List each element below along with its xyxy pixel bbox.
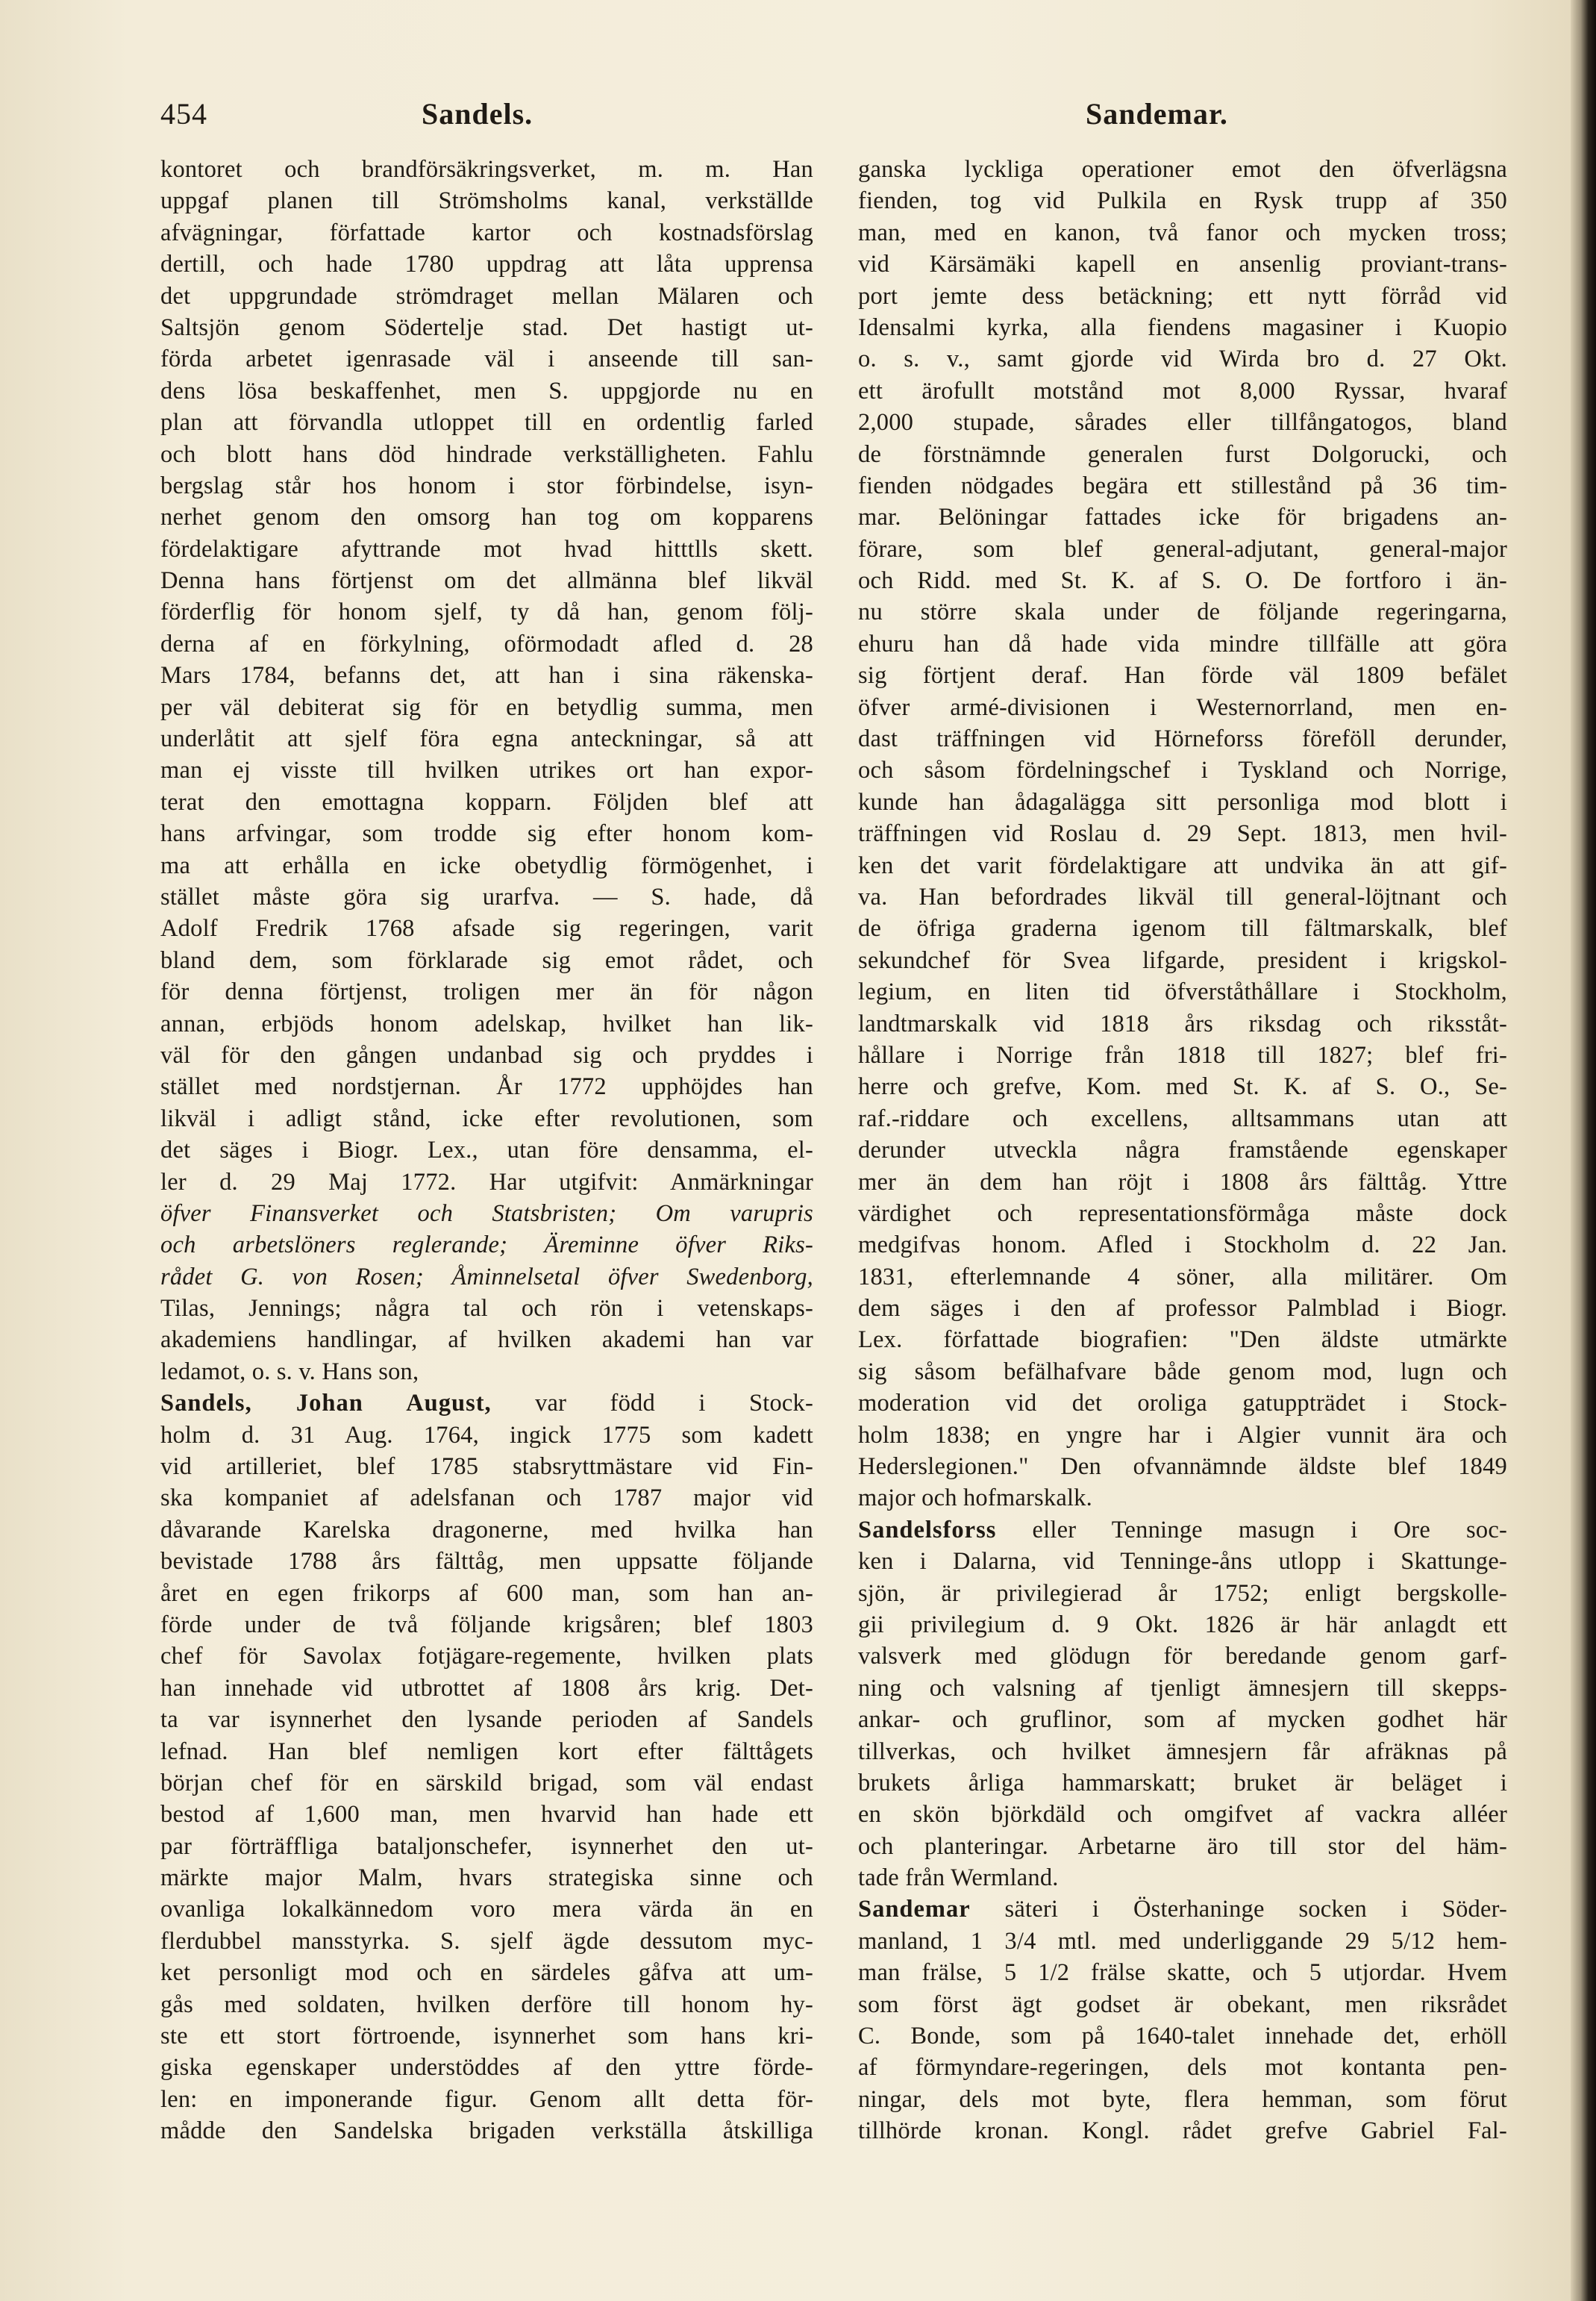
- text-line: fördelaktigare afyttrande mot hvad hitttlls skett.: [160, 535, 813, 563]
- text-line: moderation vid det oroliga gatuppträdet i Stock-: [858, 1390, 1507, 1417]
- text-line: sjön, är privilegierad år 1752; enligt bergskolle-: [858, 1579, 1507, 1607]
- text-line: ket personligt mod och en särdeles gåfva att um-: [160, 1959, 813, 1987]
- text-line: derunder utveckla några framstående egenskaper: [858, 1137, 1507, 1164]
- text-line: sig förtjent deraf. Han förde väl 1809 befälet: [858, 662, 1507, 690]
- text-line: major och hofmarskalk.: [858, 1484, 1092, 1512]
- text-line: det uppgrundade strömdraget mellan Mälaren och: [160, 282, 813, 310]
- text-line: bergslag står hos honom i stor förbindelse, isyn-: [160, 472, 813, 499]
- right-text-column: [858, 154, 1507, 2147]
- text-line: legium, en liten tid öfverståthållare i Stockholm,: [858, 978, 1507, 1006]
- text-line: manland, 1 3/4 mtl. med underliggande 29 5/12 hem-: [858, 1927, 1507, 1955]
- text-line: [160, 1387, 813, 1419]
- text-line: träffningen vid Roslau d. 29 Sept. 1813, men hvil-: [858, 820, 1507, 848]
- text-line: sig såsom befälhafvare både genom mod, lugn och: [858, 1358, 1507, 1385]
- text-line: de öfriga graderna igenom till fältmarskalk, blef: [858, 915, 1507, 943]
- text-line: medgifvas honom. Afled i Stockholm d. 22 Jan.: [858, 1231, 1507, 1259]
- text-line: ning och valsning af tjenligt ämnesjern till skepps-: [858, 1674, 1507, 1702]
- right-running-head: Sandemar.: [1086, 97, 1228, 131]
- text-line: par förträffliga bataljonschefer, isynnerhet den ut-: [160, 1832, 813, 1860]
- text-line: 1831, efterlemnande 4 söner, alla militärer. Om: [858, 1263, 1507, 1290]
- text-line: Mars 1784, befanns det, att han i sina räkenska-: [160, 662, 813, 690]
- text-line: för denna förtjenst, troligen mer än för någon: [160, 978, 813, 1006]
- text-line: och Ridd. med St. K. af S. O. De fortforo i än-: [858, 567, 1507, 595]
- text-line: [858, 1514, 1507, 1546]
- text-line: holm d. 31 Aug. 1764, ingick 1775 som kadett: [160, 1421, 813, 1449]
- text-line: stället med nordstjernan. År 1772 upphöjdes han: [160, 1073, 813, 1101]
- text-line: vid artilleriet, blef 1785 stabsryttmästare vid Fin-: [160, 1453, 813, 1481]
- text-line: nerhet genom den omsorg han tog om kopparens: [160, 504, 813, 531]
- text-line: nu större skala under de följande regeringarna,: [858, 599, 1507, 626]
- text-line: uppgaf planen till Strömsholms kanal, verkställde: [160, 187, 813, 215]
- text-line: Denna hans förtjenst om det allmänna blef likväl: [160, 567, 813, 595]
- text-line: en skön björkdäld och omgifvet af vackra alléer: [858, 1801, 1507, 1829]
- text-line: ska kompaniet af adelsfanan och 1787 major vid: [160, 1484, 813, 1512]
- text-line: len: en imponerande figur. Genom allt detta för-: [160, 2085, 813, 2113]
- text-line: bland dem, som förklarade sig emot rådet, och: [160, 946, 813, 974]
- headword: Sandels, Johan August,: [160, 1390, 492, 1417]
- text-line: per väl debiterat sig för en betydlig summa, men: [160, 693, 813, 721]
- left-running-head: Sandels.: [422, 97, 533, 131]
- text-line: rådet G. von Rosen; Åminnelsetal öfver Swedenborg,: [160, 1263, 813, 1290]
- text-line: mar. Belöningar fattades icke för brigadens an-: [858, 504, 1507, 531]
- text-line: stället måste göra sig urarfva. — S. hade, då: [160, 883, 813, 911]
- text-line: bevistade 1788 års fälttåg, men uppsatte följande: [160, 1548, 813, 1576]
- text-line: dem säges i den af professor Palmblad i Biogr.: [858, 1295, 1507, 1323]
- text-line: kontoret och brandförsäkringsverket, m. m. Han: [160, 156, 813, 183]
- text-run: var född i Stock-: [491, 1390, 813, 1417]
- text-line: man, med en kanon, två fanor och mycken tross;: [858, 219, 1507, 246]
- text-line: året en egen frikorps af 600 man, som han an-: [160, 1579, 813, 1607]
- text-line: ma att erhålla en icke obetydlig förmögenhet, i: [160, 852, 813, 879]
- text-line: tillhörde kronan. Kongl. rådet grefve Gabriel Fal-: [858, 2117, 1507, 2145]
- text-line: likväl i adligt stånd, icke efter revolutionen, som: [160, 1105, 813, 1132]
- text-line: hållare i Norrige från 1818 till 1827; blef fri-: [858, 1041, 1507, 1069]
- text-line: förde under de två följande krigsåren; blef 1803: [160, 1611, 813, 1638]
- text-line: han innehade vid utbrottet af 1808 års krig. Det-: [160, 1674, 813, 1702]
- text-line: märkte major Malm, hvars strategiska sinne och: [160, 1864, 813, 1892]
- text-line: kunde han ådagalägga sitt personliga mod blott i: [858, 788, 1507, 816]
- page-number: 454: [160, 97, 207, 131]
- text-line: ken det varit fördelaktigare att undvika än att gif-: [858, 852, 1507, 879]
- text-line: landtmarskalk vid 1818 års riksdag och riksståt-: [858, 1010, 1507, 1037]
- text-line: gii privilegium d. 9 Okt. 1826 är här anlagdt ett: [858, 1611, 1507, 1638]
- text-line: ledamot, o. s. v. Hans son,: [160, 1358, 419, 1385]
- text-line: tillverkas, och hvilket ämnesjern får afräknas på: [858, 1738, 1507, 1765]
- text-line: flerdubbel mansstyrka. S. sjelf ägde dessutom myc-: [160, 1927, 813, 1955]
- text-line: öfver Finansverket och Statsbristen; Om varupris: [160, 1199, 813, 1227]
- text-line: och arbetslöners reglerande; Äreminne öfver Riks-: [160, 1231, 813, 1259]
- text-line: va. Han befordrades likväl till general-löjtnant och: [858, 883, 1507, 911]
- text-line: och såsom fördelningschef i Tyskland och Norrige,: [858, 757, 1507, 784]
- text-line: underlåtit att sjelf föra egna anteckningar, så att: [160, 725, 813, 753]
- text-run: eller Tenninge masugn i Ore soc-: [996, 1516, 1507, 1543]
- text-line: valsverk med glödugn för beredande genom garf-: [858, 1643, 1507, 1670]
- text-line: man ej visste till hvilken utrikes ort han expor-: [160, 757, 813, 784]
- text-line: mer än dem han röjt i 1808 års fälttåg. Yttre: [858, 1168, 1507, 1196]
- text-line: sekundchef för Svea lifgarde, president i krigskol-: [858, 946, 1507, 974]
- text-line: dens lösa beskaffenhet, men S. uppgjorde nu en: [160, 377, 813, 405]
- text-line: dertill, och hade 1780 uppdrag att låta upprensa: [160, 251, 813, 278]
- text-line: dast träffningen vid Hörneforss föreföll derunder,: [858, 725, 1507, 753]
- text-line: herre och grefve, Kom. med St. K. af S. O., Se-: [858, 1073, 1507, 1101]
- text-line: och blott hans död hindrade verkställigheten. Fahlu: [160, 440, 813, 468]
- text-line: brukets årliga hammarskatt; bruket är beläget i: [858, 1769, 1507, 1796]
- text-line: ehuru han då hade vida mindre tillfälle att göra: [858, 630, 1507, 658]
- text-line: Saltsjön genom Södertelje stad. Det hastigt ut-: [160, 313, 813, 341]
- text-line: C. Bonde, som på 1640-talet innehade det, erhöll: [858, 2023, 1507, 2050]
- text-line: Adolf Fredrik 1768 afsade sig regeringen, varit: [160, 915, 813, 943]
- text-line: gås med soldaten, hvilken derföre till honom hy-: [160, 1991, 813, 2018]
- text-line: värdighet och representationsförmåga måste dock: [858, 1199, 1507, 1227]
- text-line: 2,000 stupade, sårades eller tillfångatogos, bland: [858, 409, 1507, 437]
- text-line: fienden, tog vid Pulkila en Rysk trupp af 350: [858, 187, 1507, 215]
- text-line: öfver armé-divisionen i Westernorrland, men en-: [858, 693, 1507, 721]
- text-line: Tilas, Jennings; några tal och rön i vetenskaps-: [160, 1295, 813, 1323]
- text-line: Idensalmi kyrka, alla fiendens magasiner i Kuopio: [858, 313, 1507, 341]
- text-line: terat den emottagna kopparn. Följden blef att: [160, 788, 813, 816]
- text-line: akademiens handlingar, af hvilken akademi han var: [160, 1326, 813, 1354]
- text-line: förderflig för honom sjelf, ty då han, genom följ-: [160, 599, 813, 626]
- text-line: ningar, dels mot byte, flera hemman, som förut: [858, 2085, 1507, 2113]
- text-line: raf.-riddare och excellens, alltsammans utan att: [858, 1105, 1507, 1132]
- text-line: ganska lyckliga operationer emot den öfverlägsna: [858, 156, 1507, 183]
- text-line: plan att förvandla utloppet till en ordentlig farled: [160, 409, 813, 437]
- text-line: tade från Wermland.: [858, 1864, 1059, 1892]
- text-line: bestod af 1,600 man, men hvarvid han hade ett: [160, 1801, 813, 1829]
- text-line: Lex. författade biografien: "Den äldste utmärkte: [858, 1326, 1507, 1354]
- text-line: det säges i Biogr. Lex., utan före densamma, el-: [160, 1137, 813, 1164]
- text-line: o. s. v., samt gjorde vid Wirda bro d. 27 Okt.: [858, 346, 1507, 373]
- text-line: de förstnämnde generalen furst Dolgorucki, och: [858, 440, 1507, 468]
- left-text-column: [160, 154, 813, 2147]
- text-line: förda arbetet igenrasade väl i anseende till san-: [160, 346, 813, 373]
- text-line: ler d. 29 Maj 1772. Har utgifvit: Anmärkningar: [160, 1168, 813, 1196]
- text-line: ankar- och gruflinor, som af mycken godhet här: [858, 1706, 1507, 1734]
- text-line: ste ett stort förtroende, isynnerhet som hans kri-: [160, 2023, 813, 2050]
- text-line: hans arfvingar, som trodde sig efter honom kom-: [160, 820, 813, 848]
- headword: Sandelsforss: [858, 1516, 997, 1543]
- text-line: man frälse, 5 1/2 frälse skatte, och 5 utjordar. Hvem: [858, 1959, 1507, 1987]
- headword: Sandemar: [858, 1896, 971, 1923]
- text-line: fienden nödgades begära ett stillestånd på 36 tim-: [858, 472, 1507, 499]
- text-line: [858, 1893, 1507, 1925]
- text-line: ta var isynnerhet den lysande perioden af Sandels: [160, 1706, 813, 1734]
- text-line: af förmyndare-regeringen, dels mot kontanta pen-: [858, 2054, 1507, 2082]
- running-header: [160, 96, 1287, 140]
- text-line: ett ärofullt motstånd mot 8,000 Ryssar, hvaraf: [858, 377, 1507, 405]
- text-line: början chef för en särskild brigad, som väl endast: [160, 1769, 813, 1796]
- text-line: vid Kärsämäki kapell en ansenlig proviant-trans-: [858, 251, 1507, 278]
- text-line: och planteringar. Arbetarne äro till stor del häm-: [858, 1832, 1507, 1860]
- text-line: Hederslegionen." Den ofvannämnde äldste blef 1849: [858, 1453, 1507, 1481]
- text-line: lefnad. Han blef nemligen kort efter fälttågets: [160, 1738, 813, 1765]
- text-line: derna af en förkylning, oförmodadt afled d. 28: [160, 630, 813, 658]
- text-line: mådde den Sandelska brigaden verkställa åtskilliga: [160, 2117, 813, 2145]
- text-line: dåvarande Karelska dragonerne, med hvilka han: [160, 1516, 813, 1543]
- text-line: afvägningar, författade kartor och kostnadsförslag: [160, 219, 813, 246]
- book-spine-shadow: [1571, 0, 1596, 2301]
- text-line: väl för den gången undanbad sig och pryddes i: [160, 1041, 813, 1069]
- text-line: chef för Savolax fotjägare-regemente, hvilken plats: [160, 1643, 813, 1670]
- text-line: holm 1838; en yngre har i Algier vunnit ära och: [858, 1421, 1507, 1449]
- text-line: förare, som blef general-adjutant, general-major: [858, 535, 1507, 563]
- text-line: giska egenskaper understöddes af den yttre förde-: [160, 2054, 813, 2082]
- text-line: annan, erbjöds honom adelskap, hvilket han lik-: [160, 1010, 813, 1037]
- text-run: säteri i Österhaninge socken i Söder-: [970, 1896, 1507, 1923]
- text-line: som först ägt godset är obekant, men riksrådet: [858, 1991, 1507, 2018]
- text-line: port jemte dess betäckning; ett nytt förråd vid: [858, 282, 1507, 310]
- text-line: ken i Dalarna, vid Tenninge-åns utlopp i Skattunge-: [858, 1548, 1507, 1576]
- text-line: ovanliga lokalkännedom voro mera värda än en: [160, 1896, 813, 1923]
